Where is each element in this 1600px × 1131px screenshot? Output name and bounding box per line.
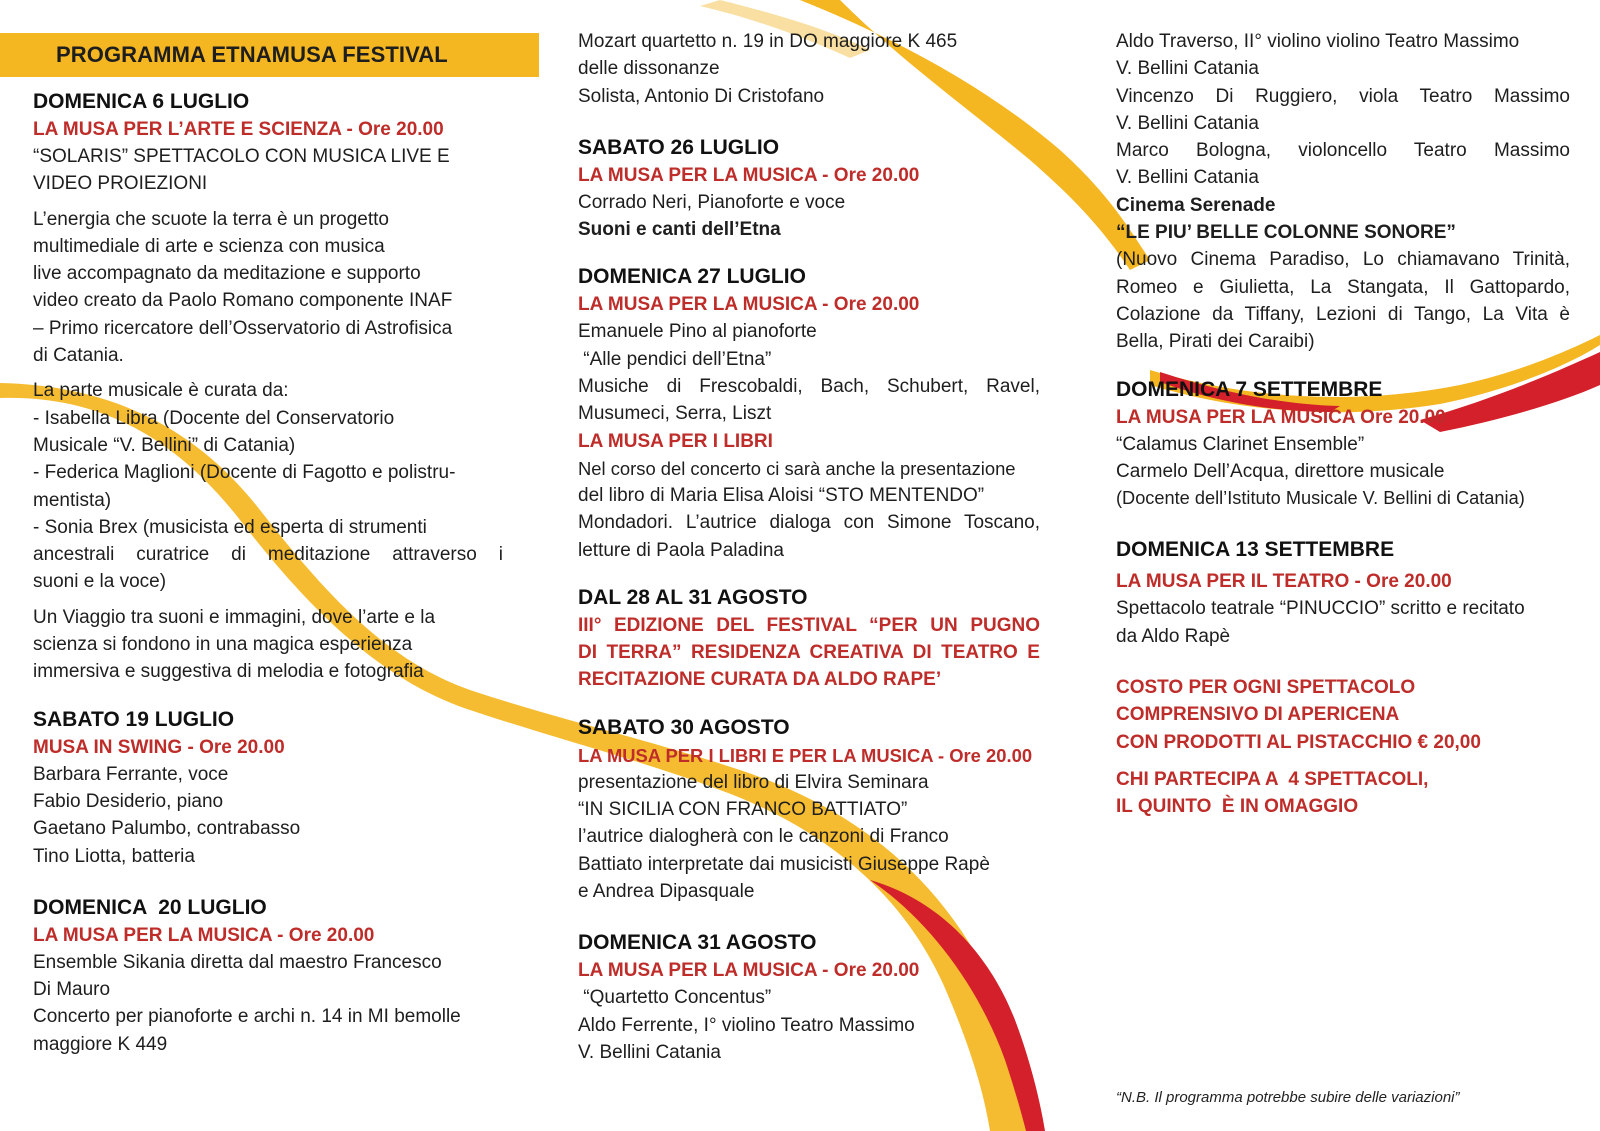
event-line: maggiore K 449 [33,1033,168,1055]
music-line: suoni e la voce) [33,571,167,593]
event-subtitle: MUSA IN SWING - Ore 20.00 [33,736,285,758]
festival-line: III° EDIZIONE DEL FESTIVAL “PER UN PUGNO [578,614,1040,636]
cost-line: COSTO PER OGNI SPETTACOLO [1116,677,1416,699]
event-line: l’autrice dialogherà con le canzoni di Franco [578,826,949,848]
music-line: La parte musicale è curata da: [33,380,289,402]
event-line: “Alle pendici dell’Etna” [578,348,772,370]
close-line: Un Viaggio tra suoni e immagini, dove l’arte e la [33,606,436,628]
event-subtitle: LA MUSA PER LA MUSICA Ore 20.00 [1116,406,1446,428]
festival-line: RECITAZIONE CURATA DA ALDO RAPE’ [578,669,942,691]
music-line: ancestrali curatrice di meditazione attraverso i [33,544,503,566]
event-line: letture di Paola Paladina [578,539,784,561]
performer-line: Marco Bologna, violoncello Teatro Massimo [1116,140,1570,162]
music-line: mentista) [33,489,112,511]
desc-line: – Primo ricercatore dell’Osservatorio di Astrofisica [33,317,453,339]
performer-line: V. Bellini Catania [1116,58,1259,80]
film-line: Bella, Pirati dei Caraibi) [1116,331,1315,353]
event-line: Mozart quartetto n. 19 in DO maggiore K 465 [578,31,958,52]
event-subtitle: LA MUSA PER LA MUSICA - Ore 20.00 [578,960,920,982]
event-subtitle: LA MUSA PER L’ARTE E SCIENZA - Ore 20.00 [33,119,444,140]
performer-line: Fabio Desiderio, piano [33,790,224,812]
promo-line: IL QUINTO È IN OMAGGIO [1116,796,1359,818]
music-line: - Federica Maglioni (Docente di Fagotto e polistru- [33,462,456,484]
event-day: SABATO 19 LUGLIO [33,707,235,731]
event-day: DOMENICA 27 LUGLIO [578,265,806,289]
festival-line: DI TERRA” RESIDENZA CREATIVA DI TEATRO E [578,642,1040,664]
event-line: Musumeci, Serra, Liszt [578,403,772,425]
performer-line: Aldo Traverso, II° violino violino Teatro Massimo [1116,31,1520,52]
event-line: Concerto per pianoforte e archi n. 14 in MI bemolle [33,1006,461,1028]
close-line: scienza si fondono in una magica esperienza [33,634,413,656]
event-line: “Calamus Clarinet Ensemble” [1116,433,1365,455]
film-line: Romeo e Giulietta, La Stangata, Il Gattopardo, [1116,276,1570,298]
music-line: - Sonia Brex (musicista ed esperta di strumenti [33,516,427,538]
performer-line: Barbara Ferrante, voce [33,763,229,785]
event-subtitle: LA MUSA PER LA MUSICA - Ore 20.00 [33,924,375,946]
event-day: DOMENICA 20 LUGLIO [33,895,267,919]
event-line: Carmelo Dell’Acqua, direttore musicale [1116,460,1445,482]
event-subtitle: LA MUSA PER IL TEATRO - Ore 20.00 [1116,571,1452,593]
close-line: immersiva e suggestiva di melodia e fotografia [33,661,424,683]
event-subtitle: LA MUSA PER I LIBRI E PER LA MUSICA - Ore 20.00 [578,744,1033,766]
cinema-title: “LE PIU’ BELLE COLONNE SONORE” [1116,222,1456,244]
event-day: DOMENICA 7 SETTEMBRE [1116,377,1383,401]
event-line: presentazione del libro di Elvira Seminara [578,771,929,793]
event-line: Aldo Ferrente, I° violino Teatro Massimo [578,1014,915,1036]
event-title-line: “SOLARIS” SPETTACOLO CON MUSICA LIVE E [33,146,450,167]
film-line: Colazione da Tiffany, Lezioni di Tango, La Vita è [1116,303,1570,325]
event-line: Ensemble Sikania diretta dal maestro Francesco [33,951,442,973]
event-line: Corrado Neri, Pianoforte e voce [578,191,846,213]
disclaimer-note: “N.B. Il programma potrebbe subire delle variazioni” [1116,1089,1460,1106]
cost-line: CON PRODOTTI AL PISTACCHIO € 20,00 [1116,731,1481,753]
event-subtitle: LA MUSA PER LA MUSICA - Ore 20.00 [578,164,920,186]
cost-line: COMPRENSIVO DI APERICENA [1116,704,1400,726]
event-line: “Quartetto Concentus” [578,987,772,1009]
desc-line: L’energia che scuote la terra è un progetto [33,208,389,230]
column-1 [33,88,503,1058]
desc-line: live accompagnato da meditazione e supporto [33,263,421,285]
event-line: da Aldo Rapè [1116,625,1231,647]
event-line: Battiato interpretate dai musicisti Giuseppe Rapè [578,853,990,875]
event-day: DAL 28 AL 31 AGOSTO [578,585,808,609]
event-line: Mondadori. L’autrice dialoga con Simone Toscano, [578,512,1040,534]
cinema-heading: Cinema Serenade [1116,194,1276,216]
program-banner [0,33,539,77]
event-line: e Andrea Dipasquale [578,880,755,902]
event-day: DOMENICA 31 AGOSTO [578,931,817,955]
event-day: SABATO 30 AGOSTO [578,715,790,739]
event-line: Nel corso del concerto ci sarà anche la presentazione [578,457,1016,479]
music-line: - Isabella Libra (Docente del Conservatorio [33,407,395,429]
event-subtitle: LA MUSA PER LA MUSICA - Ore 20.00 [578,294,920,316]
desc-line: di Catania. [33,345,124,367]
event-highlight: Suoni e canti dell’Etna [578,219,781,241]
event-line: V. Bellini Catania [578,1041,721,1063]
event-line: delle dissonanze [578,58,720,80]
event-line: Di Mauro [33,979,111,1001]
event-day: DOMENICA 13 SETTEMBRE [1116,538,1395,562]
program-title: PROGRAMMA ETNAMUSA FESTIVAL [56,42,448,67]
performer-line: Gaetano Palumbo, contrabasso [33,818,301,840]
music-line: Musicale “V. Bellini” di Catania) [33,434,296,456]
event-day: SABATO 26 LUGLIO [578,135,780,159]
performer-line: Vincenzo Di Ruggiero, viola Teatro Massimo [1116,85,1570,107]
event-title-line: VIDEO PROIEZIONI [33,173,208,195]
event-line: “IN SICILIA CON FRANCO BATTIATO” [578,799,908,821]
performer-line: V. Bellini Catania [1116,112,1259,134]
film-line: (Nuovo Cinema Paradiso, Lo chiamavano Trinità, [1116,249,1570,271]
event-line: Solista, Antonio Di Cristofano [578,85,825,107]
desc-line: video creato da Paolo Romano componente INAF [33,290,453,312]
event-line: Emanuele Pino al pianoforte [578,321,817,343]
column-2 [578,28,1040,1066]
performer-line: V. Bellini Catania [1116,167,1259,189]
desc-line: multimediale di arte e scienza con musica [33,235,385,257]
event-subtitle: LA MUSA PER I LIBRI [578,430,773,452]
event-day: DOMENICA 6 LUGLIO [33,90,250,113]
column-3 [1116,28,1570,821]
event-line: (Docente dell’Istituto Musicale V. Bellini di Catania) [1116,488,1525,509]
promo-line: CHI PARTECIPA A 4 SPETTACOLI, [1116,768,1429,790]
performer-line: Tino Liotta, batteria [33,845,195,867]
event-line: Musiche di Frescobaldi, Bach, Schubert, Ravel, [578,376,1040,398]
event-line: Spettacolo teatrale “PINUCCIO” scritto e recitato [1116,598,1525,620]
event-line: del libro di Maria Elisa Aloisi “STO MENTENDO” [578,484,985,506]
